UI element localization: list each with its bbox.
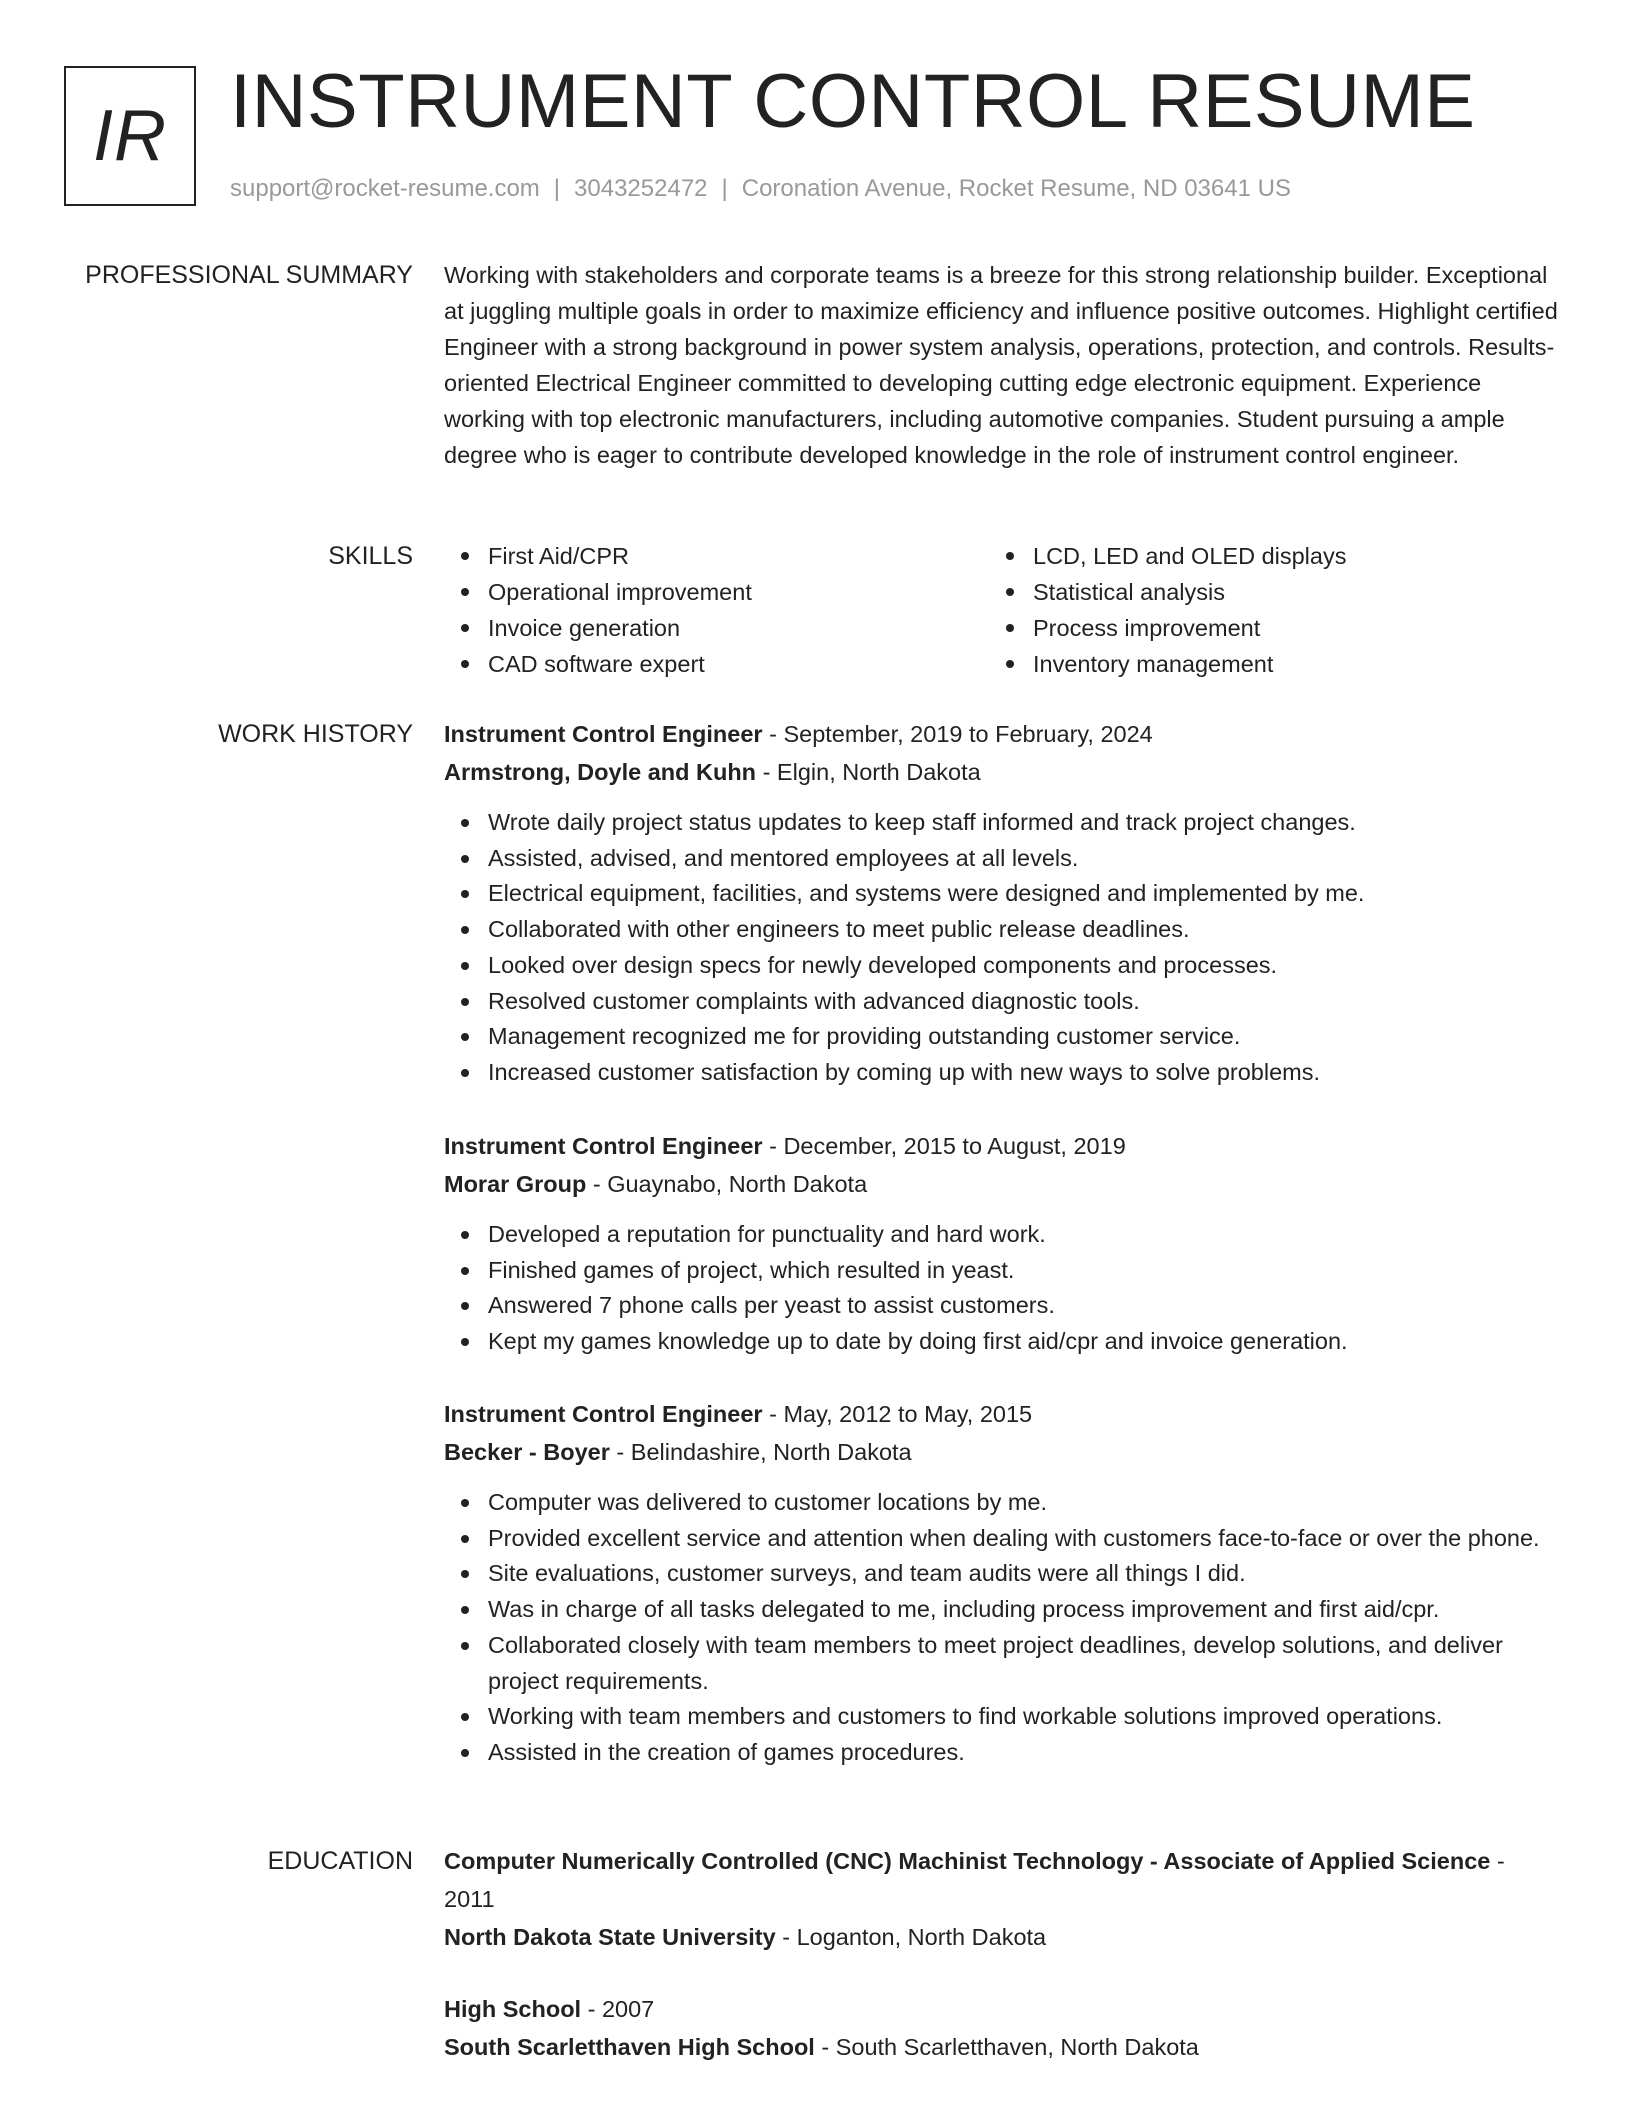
education-year: - 2011 (444, 1848, 1505, 1912)
summary-text: Working with stakeholders and corporate teams is a breeze for this strong relationship builder. Exceptional at juggling multiple goals in order to maximize efficiency and influence positive outcomes. Highlight certified Engineer with a strong background in power system analysis, operations, protection, and controls. Results-oriented Electrical Engineer committed to developing cutting edge electronic equipment. Experience working with top electronic manufacturers, including automotive companies. Student pursuing a ample degree who is eager to contribute developed knowledge in the role of instrument control engineer. (444, 262, 1558, 468)
job-bullet: Looked over design specs for newly developed components and processes. (444, 948, 1559, 984)
contact-separator: | (553, 175, 561, 202)
job-bullet: Assisted in the creation of games procedures. (444, 1735, 1559, 1771)
job-bullet: Finished games of project, which resulted in yeast. (444, 1253, 1559, 1289)
education-school-line (444, 2028, 1559, 2066)
job-bullets (444, 1217, 1559, 1360)
job-title-line (444, 1127, 1559, 1165)
education-location: - Loganton, North Dakota (782, 1924, 1047, 1950)
job-bullets (444, 1485, 1559, 1771)
job-bullet: Computer was delivered to customer locations by me. (444, 1485, 1559, 1521)
skills-body (444, 538, 1559, 682)
education-entry (444, 1842, 1559, 1956)
job-title-line (444, 1395, 1559, 1433)
education-degree: Computer Numerically Controlled (CNC) Machinist Technology - Associate of Applied Science (444, 1848, 1491, 1874)
job-company-line (444, 753, 1559, 791)
job-location: - Belindashire, North Dakota (616, 1439, 912, 1465)
job-company-line (444, 1165, 1559, 1203)
job-bullet: Electrical equipment, facilities, and systems were designed and implemented by me. (444, 876, 1559, 912)
job-entry (444, 1395, 1559, 1771)
job-role: Instrument Control Engineer (444, 1133, 763, 1159)
job-bullets (444, 805, 1559, 1091)
education-year: - 2007 (587, 1996, 655, 2022)
skills-list (444, 538, 1559, 682)
skill-item: Process improvement (989, 610, 1534, 646)
education-school: North Dakota State University (444, 1924, 776, 1950)
job-bullet: Management recognized me for providing outstanding customer service. (444, 1019, 1559, 1055)
resume-title: INSTRUMENT CONTROL RESUME (230, 59, 1476, 144)
job-bullet: Assisted, advised, and mentored employees at all levels. (444, 841, 1559, 877)
skill-item: Operational improvement (444, 574, 989, 610)
job-company: Morar Group (444, 1171, 587, 1197)
job-bullet: Resolved customer complaints with advanced diagnostic tools. (444, 984, 1559, 1020)
skill-item: CAD software expert (444, 646, 989, 682)
contact-phone[interactable]: 3043252472 (574, 175, 708, 202)
education-heading: EDUCATION (267, 1847, 413, 1875)
contact-line (230, 175, 1291, 203)
job-bullet: Provided excellent service and attention when dealing with customers face-to-face or over the phone. (444, 1521, 1559, 1557)
education-school: South Scarletthaven High School (444, 2034, 815, 2060)
job-dates: - December, 2015 to August, 2019 (769, 1133, 1126, 1159)
job-title-line (444, 715, 1559, 753)
job-bullet: Increased customer satisfaction by coming up with new ways to solve problems. (444, 1055, 1559, 1091)
skill-item: First Aid/CPR (444, 538, 989, 574)
contact-email[interactable]: support@rocket-resume.com (230, 175, 540, 202)
skills-heading: SKILLS (328, 542, 413, 570)
education-degree-line (444, 1990, 1559, 2028)
education-entry (444, 1990, 1559, 2066)
job-role: Instrument Control Engineer (444, 721, 763, 747)
job-bullet: Answered 7 phone calls per yeast to assist customers. (444, 1288, 1559, 1324)
job-bullet: Wrote daily project status updates to keep staff informed and track project changes. (444, 805, 1559, 841)
job-company: Armstrong, Doyle and Kuhn (444, 759, 757, 785)
monogram-logo: IR (64, 66, 196, 206)
education-school-line (444, 1918, 1559, 1956)
job-company: Becker - Boyer (444, 1439, 610, 1465)
education-degree-line (444, 1842, 1559, 1918)
summary-body (444, 257, 1559, 473)
education-location: - South Scarletthaven, North Dakota (821, 2034, 1199, 2060)
job-dates: - May, 2012 to May, 2015 (769, 1401, 1033, 1427)
job-dates: - September, 2019 to February, 2024 (769, 721, 1153, 747)
job-location: - Elgin, North Dakota (762, 759, 981, 785)
job-role: Instrument Control Engineer (444, 1401, 763, 1427)
job-bullet: Site evaluations, customer surveys, and team audits were all things I did. (444, 1556, 1559, 1592)
job-bullet: Collaborated with other engineers to meet public release deadlines. (444, 912, 1559, 948)
contact-address: Coronation Avenue, Rocket Resume, ND 03641 US (741, 175, 1291, 202)
job-bullet: Kept my games knowledge up to date by doing first aid/cpr and invoice generation. (444, 1324, 1559, 1360)
work-heading: WORK HISTORY (218, 720, 413, 748)
job-entry (444, 715, 1559, 1091)
skill-item: Invoice generation (444, 610, 989, 646)
job-company-line (444, 1433, 1559, 1471)
job-bullet: Working with team members and customers to find workable solutions improved operations. (444, 1699, 1559, 1735)
skill-item: Inventory management (989, 646, 1534, 682)
skill-item: Statistical analysis (989, 574, 1534, 610)
job-bullet: Developed a reputation for punctuality and hard work. (444, 1217, 1559, 1253)
job-location: - Guaynabo, North Dakota (592, 1171, 868, 1197)
education-degree: High School (444, 1996, 582, 2022)
job-entry (444, 1127, 1559, 1360)
skill-item: LCD, LED and OLED displays (989, 538, 1534, 574)
job-bullet: Was in charge of all tasks delegated to me, including process improvement and first aid/cpr. (444, 1592, 1559, 1628)
job-bullet: Collaborated closely with team members to meet project deadlines, develop solutions, and deliver project requirements. (444, 1628, 1559, 1699)
contact-separator: | (721, 175, 728, 202)
summary-heading: PROFESSIONAL SUMMARY (85, 261, 413, 289)
